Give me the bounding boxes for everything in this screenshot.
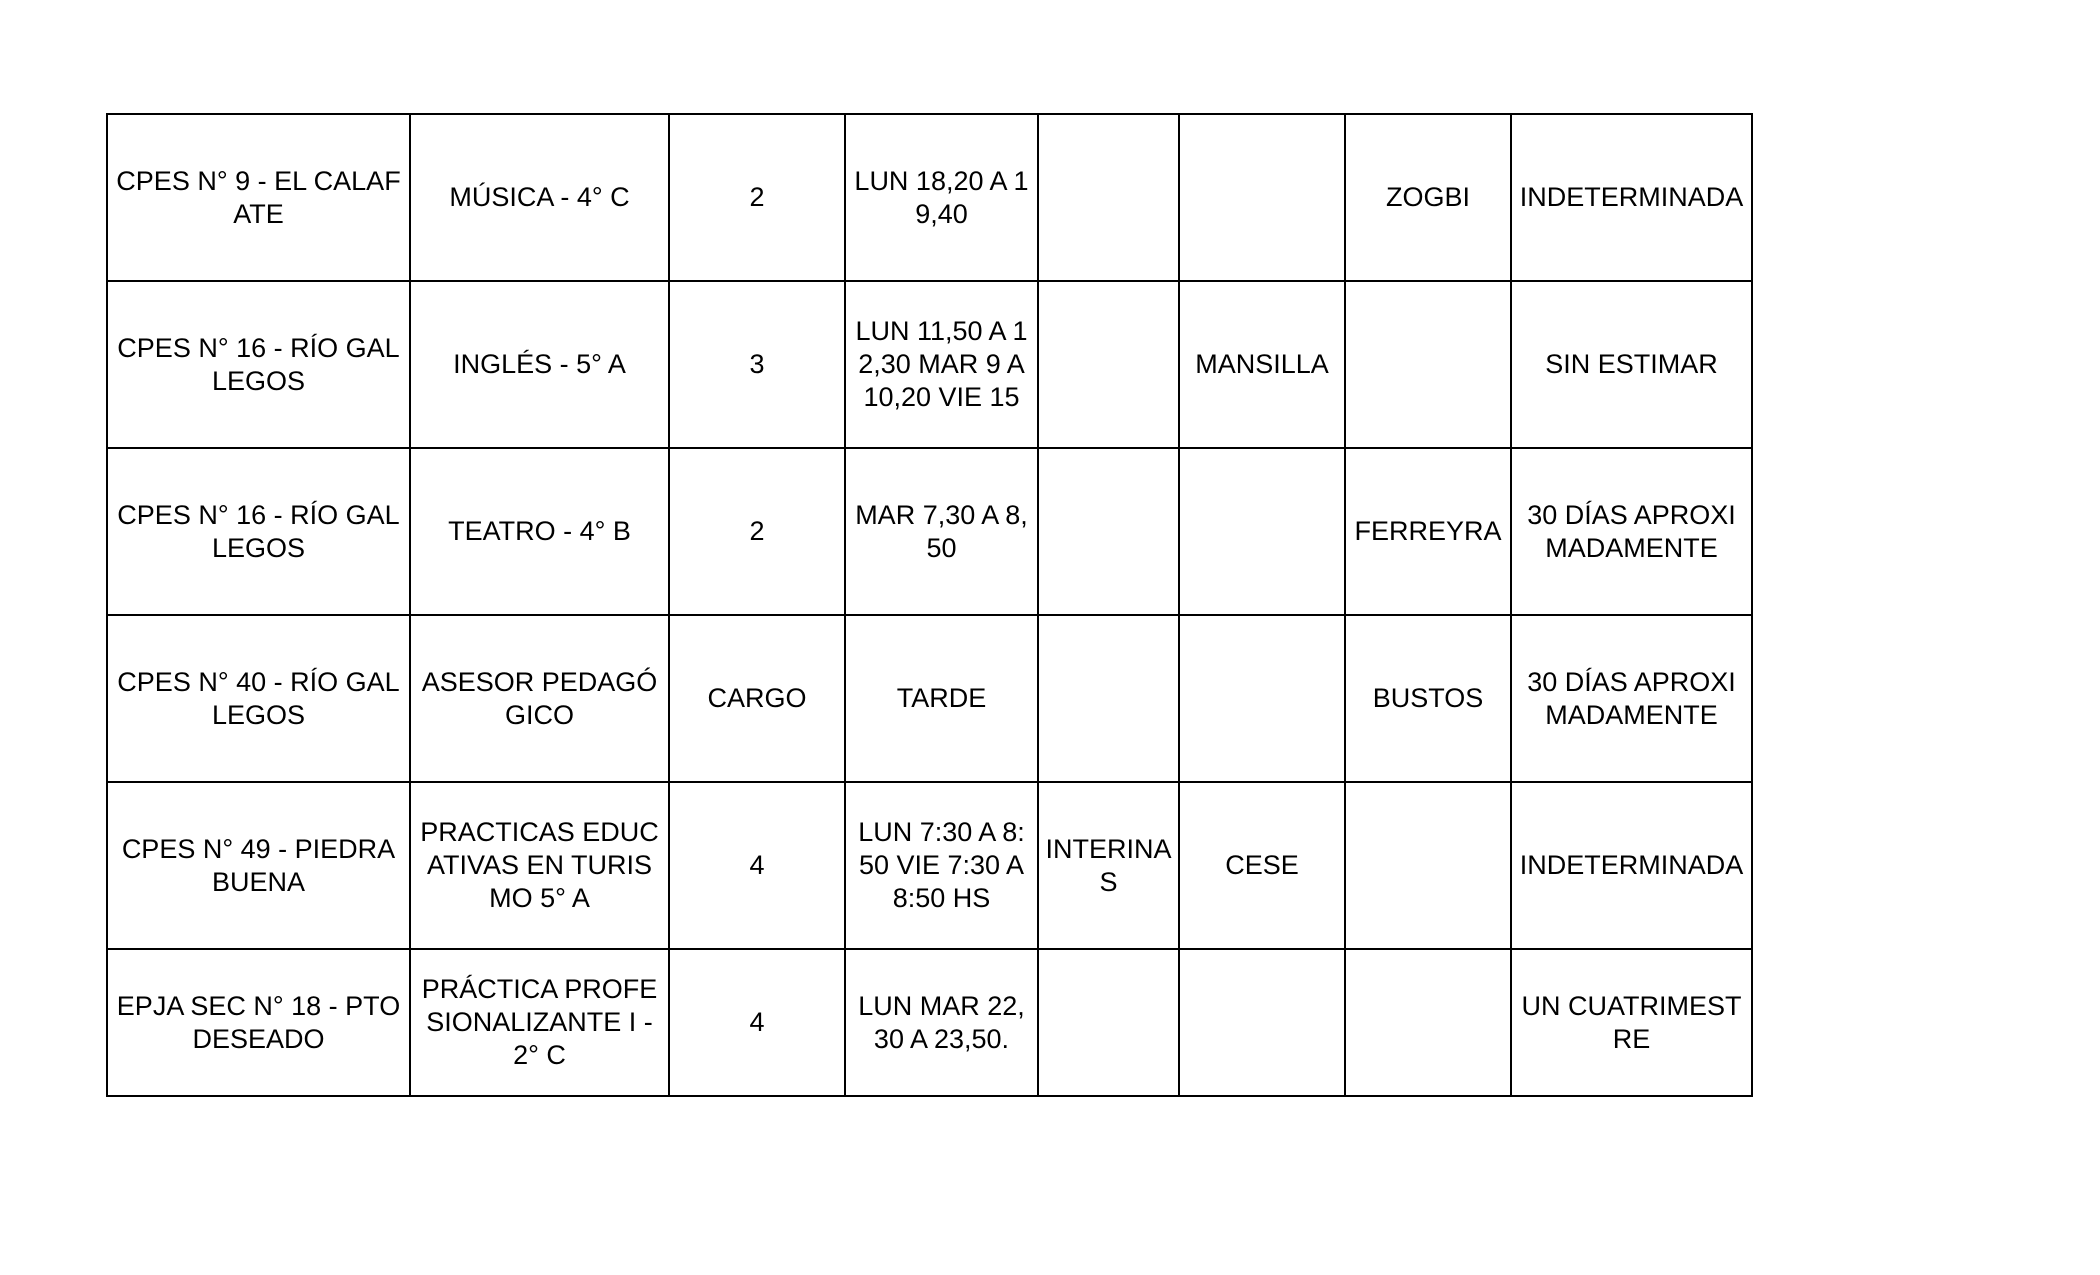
duration-cell: SIN ESTIMAR xyxy=(1511,281,1752,448)
reason-cell xyxy=(1179,448,1345,615)
teacher-cell xyxy=(1345,949,1511,1096)
table-row xyxy=(107,615,1752,782)
schedule-cell: LUN 7:30 A 8:50 VIE 7:30 A 8:50 HS xyxy=(845,782,1038,949)
duration-cell: INDETERMINADA xyxy=(1511,114,1752,281)
hours-cell: CARGO xyxy=(669,615,845,782)
school-cell: CPES N° 9 - EL CALAFATE xyxy=(107,114,410,281)
situation-cell xyxy=(1038,114,1179,281)
subject-cell: TEATRO - 4° B xyxy=(410,448,669,615)
teacher-cell xyxy=(1345,281,1511,448)
subject-cell: MÚSICA - 4° C xyxy=(410,114,669,281)
situation-cell xyxy=(1038,448,1179,615)
reason-cell: CESE xyxy=(1179,782,1345,949)
subject-cell: INGLÉS - 5° A xyxy=(410,281,669,448)
schedule-cell: TARDE xyxy=(845,615,1038,782)
situation-cell xyxy=(1038,615,1179,782)
teacher-cell: FERREYRA xyxy=(1345,448,1511,615)
schedule-cell: LUN 11,50 A 12,30 MAR 9 A 10,20 VIE 15 xyxy=(845,281,1038,448)
school-cell: CPES N° 40 - RÍO GALLEGOS xyxy=(107,615,410,782)
hours-cell: 3 xyxy=(669,281,845,448)
table-row xyxy=(107,782,1752,949)
duration-cell: UN CUATRIMESTRE xyxy=(1511,949,1752,1096)
hours-cell: 4 xyxy=(669,782,845,949)
hours-cell: 2 xyxy=(669,448,845,615)
table-row xyxy=(107,949,1752,1096)
schedule-cell: LUN MAR 22,30 A 23,50. xyxy=(845,949,1038,1096)
hours-cell: 4 xyxy=(669,949,845,1096)
reason-cell xyxy=(1179,949,1345,1096)
reason-cell xyxy=(1179,114,1345,281)
schedule-table xyxy=(106,113,1753,1097)
table-row xyxy=(107,281,1752,448)
reason-cell xyxy=(1179,615,1345,782)
situation-cell xyxy=(1038,949,1179,1096)
duration-cell: 30 DÍAS APROXIMADAMENTE xyxy=(1511,448,1752,615)
teacher-cell: ZOGBI xyxy=(1345,114,1511,281)
subject-cell: PRACTICAS EDUCATIVAS EN TURISMO 5° A xyxy=(410,782,669,949)
duration-cell: 30 DÍAS APROXIMADAMENTE xyxy=(1511,615,1752,782)
teacher-cell: BUSTOS xyxy=(1345,615,1511,782)
school-cell: CPES N° 16 - RÍO GALLEGOS xyxy=(107,281,410,448)
school-cell: EPJA SEC N° 18 - PTO DESEADO xyxy=(107,949,410,1096)
school-cell: CPES N° 49 - PIEDRA BUENA xyxy=(107,782,410,949)
hours-cell: 2 xyxy=(669,114,845,281)
situation-cell xyxy=(1038,281,1179,448)
subject-cell: ASESOR PEDAGÓGICO xyxy=(410,615,669,782)
duration-cell: INDETERMINADA xyxy=(1511,782,1752,949)
subject-cell: PRÁCTICA PROFESIONALIZANTE I - 2° C xyxy=(410,949,669,1096)
schedule-cell: LUN 18,20 A 19,40 xyxy=(845,114,1038,281)
table-row xyxy=(107,448,1752,615)
school-cell: CPES N° 16 - RÍO GALLEGOS xyxy=(107,448,410,615)
reason-cell: MANSILLA xyxy=(1179,281,1345,448)
teacher-cell xyxy=(1345,782,1511,949)
situation-cell: INTERINAS xyxy=(1038,782,1179,949)
schedule-cell: MAR 7,30 A 8,50 xyxy=(845,448,1038,615)
table-row xyxy=(107,114,1752,281)
